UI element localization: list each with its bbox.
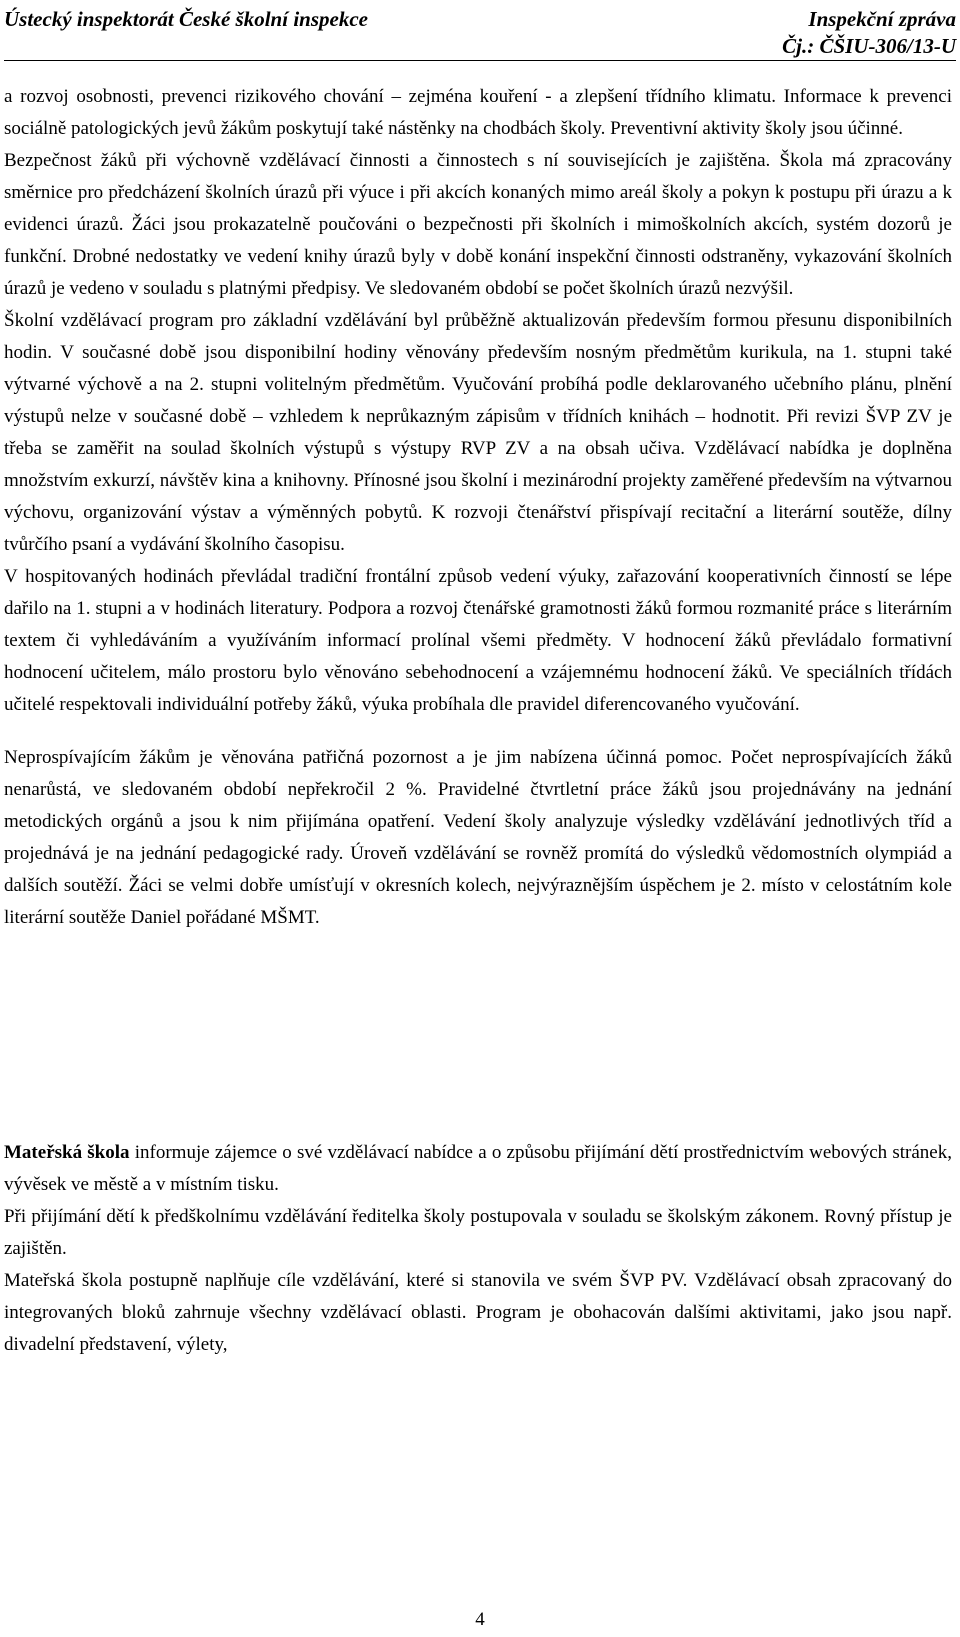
kindergarten-heading: Mateřská škola bbox=[4, 1142, 130, 1163]
paragraph-admission: Při přijímání dětí k předškolnímu vzdělávání ředitelka školy postupovala v souladu se školským zákonem. Rovný přístup je zajištěn. bbox=[4, 1206, 952, 1259]
report-heading bbox=[782, 6, 956, 60]
paragraph-lessons: V hospitovaných hodinách převládal tradiční frontální způsob vedení výuky, zařazování kooperativních činností se lépe dařilo na 1. stupni a v hodinách literatury. Podpora a rozvoj čtenářské gramotnosti žáků formou rozmanité práce s literárním textem či vyhledáváním a využíváním informací prolínal všemi předměty. V hodnocení žáků převládalo formativní hodnocení učitelem, málo prostoru bylo věnováno sebehodnocení a vzájemnému hodnocení žáků. Ve speciálních třídách učitelé respektovali individuální potřeby žáků, výuka probíhala dle pravidel diferencovaného vyučování. bbox=[4, 566, 952, 715]
page-header bbox=[4, 6, 956, 61]
paragraph-kindergarten-info bbox=[4, 1137, 952, 1201]
inspectorate-name: Ústecký inspektorát České školní inspekce bbox=[4, 7, 368, 31]
page-number: 4 bbox=[475, 1609, 485, 1630]
paragraph-prevention: a rozvoj osobnosti, prevenci rizikového chování – zejména kouření - a zlepšení třídního klimatu. Informace k prevenci sociálně patologických jevů žákům poskytují také nástěnky na chodbách školy. Preventivní aktivity školy jsou účinné. bbox=[4, 86, 952, 139]
report-body bbox=[4, 81, 952, 1361]
paragraph-safety: Bezpečnost žáků při výchovně vzdělávací činnosti a činnostech s ní souvisejících je zajištěna. Škola má zpracovány směrnice pro předcházení školních úrazů při výuce i při akcích konaných mimo areál školy a pokyn k postupu při úrazu a k evidenci úrazů. Žáci jsou prokazatelně poučováni o bezpečnosti při školních i mimoškolních akcích, systém dozorů je funkční. Drobné nedostatky ve vedení knihy úrazů byly v době konání inspekční činnosti odstraněny, vykazování školních úrazů je vedeno v souladu s platnými předpisy. Ve sledovaném období se počet školních úrazů nezvýšil. bbox=[4, 150, 952, 299]
kindergarten-info-text: informuje zájemce o své vzdělávací nabídce a o způsobu přijímání dětí prostřednictvím webových stránek, vývěsek ve městě a v místním tisku. bbox=[4, 1142, 952, 1195]
reference-number: Čj.: ČŠIU-306/13-U bbox=[782, 34, 956, 58]
paragraph-kindergarten-program: Mateřská škola postupně naplňuje cíle vzdělávání, které si stanovila ve svém ŠVP PV. Vzdělávací obsah zpracovaný do integrovaných bloků zahrnuje všechny vzdělávací oblasti. Program je obohacován dalšími aktivitami, jako jsou např. divadelní představení, výlety, bbox=[4, 1270, 952, 1355]
report-title: Inspekční zpráva bbox=[808, 7, 956, 31]
paragraph-curriculum: Školní vzdělávací program pro základní vzdělávání byl průběžně aktualizován především formou přesunu disponibilních hodin. V současné době jsou disponibilní hodiny věnovány především nosným předmětům kurikula, na 1. stupni také výtvarné výchově a na 2. stupni volitelným předmětům. Vyučování probíhá podle deklarovaného učebního plánu, plnění výstupů nelze v současné době – vzhledem k neprůkazným zápisům v třídních knihách – hodnotit. Při revizi ŠVP ZV je třeba se zaměřit na soulad školních výstupů s výstupy RVP ZV a na obsah učiva. Vzdělávací nabídka je doplněna množstvím exkurzí, návštěv kina a knihovny. Přínosné jsou školní i mezinárodní projekty zaměřené především na výtvarnou výchovu, organizování výstav a výměnných pobytů. K rozvoji čtenářství přispívají recitační a literární soutěže, dílny tvůrčího psaní a vydávání školního časopisu. bbox=[4, 310, 952, 555]
paragraph-results: Neprospívajícím žákům je věnována patřičná pozornost a je jim nabízena účinná pomoc. Počet neprospívajících žáků nenarůstá, ve sledovaném období nepřekročil 2 %. Pravidelné čtvrtletní práce žáků jsou projednávány na jednání metodických orgánů a jsou k nim přijímána opatření. Vedení školy analyzuje výsledky vzdělávání jednotlivých tříd a projednává je na jednání pedagogické rady. Úroveň vzdělávání se rovněž promítá do výsledků vědomostních olympiád a dalších soutěží. Žáci se velmi dobře umísťují v okresních kolech, nejvýraznějším úspěchem je 2. místo v celostátním kole literární soutěže Daniel pořádané MŠMT. bbox=[4, 747, 952, 928]
